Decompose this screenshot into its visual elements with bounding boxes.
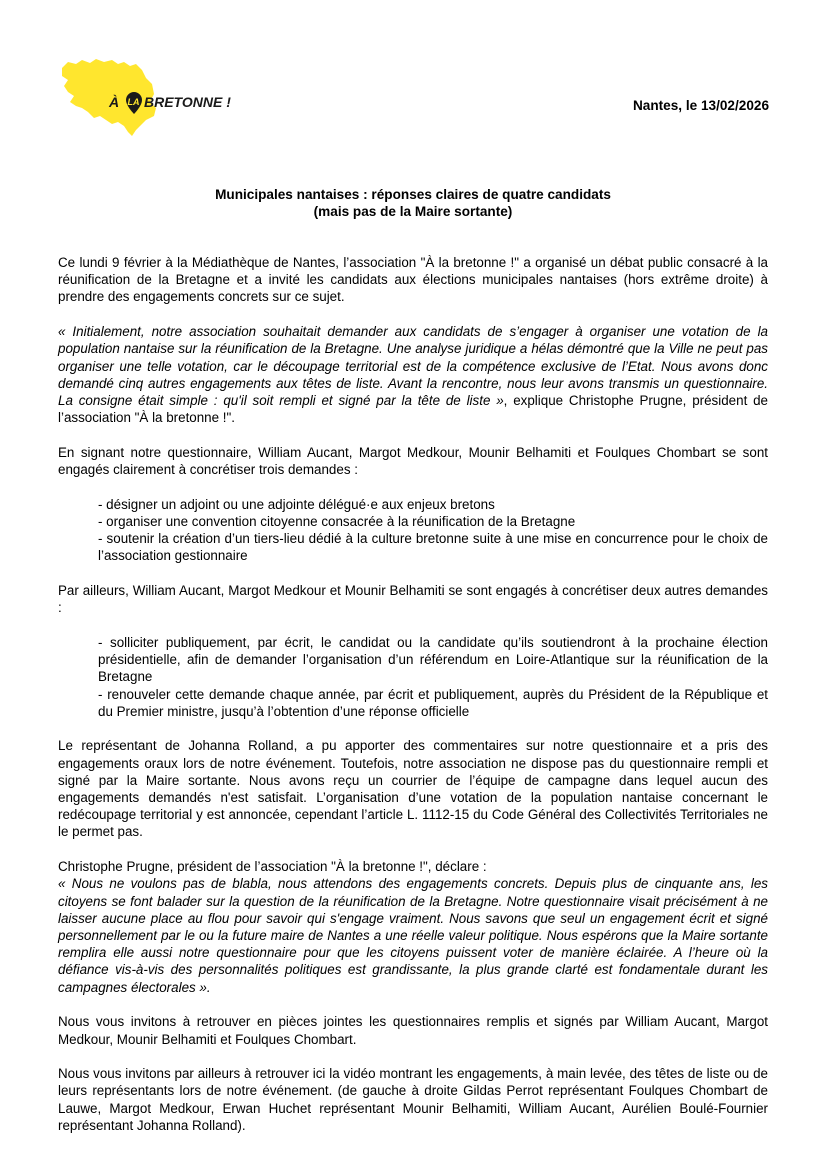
paragraph-video: Nous vous invitons par ailleurs à retrouver ici la vidéo montrant les engagements, à main levée, des têtes de liste ou de leurs représentants lors de notre événement. (de gauche à droite Gildas Perrot représentant Foulques Chombart de Lauwe, Margot Medkour, Erwan Huchet représentant Mounir Belhamiti, William Aucant, Aurélien Boulé-Fournier représentant Johanna Rolland). bbox=[58, 1066, 768, 1133]
paragraph-quote-president bbox=[58, 323, 768, 426]
paragraph-outgoing-mayor: Le représentant de Johanna Rolland, a pu apporter des commentaires sur notre questionnaire et a pris des engagements oraux lors de notre événement. Toutefois, notre association ne dispose pas du questionnaire rempli et signé par la Maire sortante. Nous avons reçu un courrier de l’équipe de campagne dans lequel aucun des engagements demandés n'est satisfait. L’organisation d’une votation de la population nantaise concernant le redécoupage territorial y est annoncée, cependant l’article L. 1112-15 du Code Général des Collectivités Territoriales ne le permet pas. bbox=[58, 738, 768, 840]
paragraph-attachments: Nous vous invitons à retrouver en pièces jointes les questionnaires remplis et signés par William Aucant, Margot Medkour, Mounir Belhamiti et Foulques Chombart. bbox=[58, 1014, 768, 1047]
logo bbox=[58, 56, 233, 141]
title-line-1: Municipales nantaises : réponses claires de quatre candidats bbox=[215, 187, 611, 202]
list-item: - soutenir la création d’un tiers-lieu dédié à la culture bretonne suite à une mise en concurrence pour le choix de l’association gestionnaire bbox=[98, 531, 768, 564]
quote-attribution: , explique Christophe Prugne, président de l’association "À la bretonne !". bbox=[58, 392, 769, 426]
press-release-title bbox=[58, 186, 768, 220]
brittany-map-logo bbox=[58, 56, 233, 141]
quote-text: « Initialement, notre association souhaitait demander aux candidats de s’engager à organiser une votation de la population nantaise sur la réunification de la Bretagne. Une analyse juridique a hélas démontré que la Ville ne peut pas organiser une telle votation, car le découpage territorial est de la compétence exclusive de l’Etat. Nous avons donc demandé cinq autres engagements aux têtes de liste. Avant la rencontre, nous leur avons transmis un questionnaire. La consigne était simple : qu'il soit rempli et signé par la tête de liste » bbox=[58, 324, 768, 408]
paragraph-additional-demands: Par ailleurs, William Aucant, Margot Medkour et Mounir Belhamiti se sont engagés à concrétiser deux autres demandes : bbox=[58, 583, 768, 616]
date-line: Nantes, le 13/02/2026 bbox=[632, 98, 769, 113]
list-item: - désigner un adjoint ou une adjointe délégué·e aux enjeux bretons bbox=[98, 496, 495, 512]
logo-text-a: À bbox=[109, 94, 120, 110]
paragraph-signatories: En signant notre questionnaire, William Aucant, Margot Medkour, Mounir Belhamiti et Foulques Chombart se sont engagés clairement à concrétiser trois demandes : bbox=[58, 444, 768, 478]
press-release-body bbox=[58, 254, 768, 1152]
demands-list-1 bbox=[58, 496, 768, 565]
paragraph-intro: Ce lundi 9 février à la Médiathèque de Nantes, l’association "À la bretonne !" a organisé un débat public consacré à la réunification de la Bretagne et a invité les candidats aux élections municipales nantaises (hors extrême droite) à prendre des engagements concrets sur ce sujet. bbox=[58, 255, 768, 305]
logo-text-bretonne: BRETONNE ! bbox=[144, 94, 231, 110]
demands-list-2 bbox=[58, 634, 768, 720]
list-item: - organiser une convention citoyenne consacrée à la réunification de la Bretagne bbox=[98, 513, 576, 529]
paragraph-declaration-intro: Christophe Prugne, président de l’association "À la bretonne !", déclare : bbox=[58, 859, 487, 875]
logo-text-la: LA bbox=[127, 97, 140, 107]
list-item: - solliciter publiquement, par écrit, le candidat ou la candidate qu’ils soutiendront à la prochaine élection présidentielle, afin de demander l’organisation d’un référendum en Loire-Atlantique sur la réunification de la Bretagne bbox=[98, 634, 768, 685]
list-item: - renouveler cette demande chaque année, par écrit et publiquement, auprès du Président de la République et du Premier ministre, jusqu’à l’obtention d’une réponse officielle bbox=[98, 686, 768, 719]
title-line-2: (mais pas de la Maire sortante) bbox=[313, 204, 513, 219]
paragraph-declaration-quote: « Nous ne voulons pas de blabla, nous attendons des engagements concrets. Depuis plus de cinquante ans, les citoyens se font balader sur la question de la réunification de la Bretagne. Notre questionnaire visait précisément à ne laisser aucune place au flou pour savoir qui s'engage vraiment. Nous savons que seul un engagement écrit et signé personnellement par le ou la future maire de Nantes a une réelle valeur politique. Nous espérons que la Maire sortante remplira elle aussi notre questionnaire pour que les citoyens puissent voter de manière éclairée. A l’heure où la défiance vis-à-vis des personnalités politiques est grandissante, la plus grande clarté est fondamentale durant les campagnes électorales ». bbox=[58, 876, 768, 995]
